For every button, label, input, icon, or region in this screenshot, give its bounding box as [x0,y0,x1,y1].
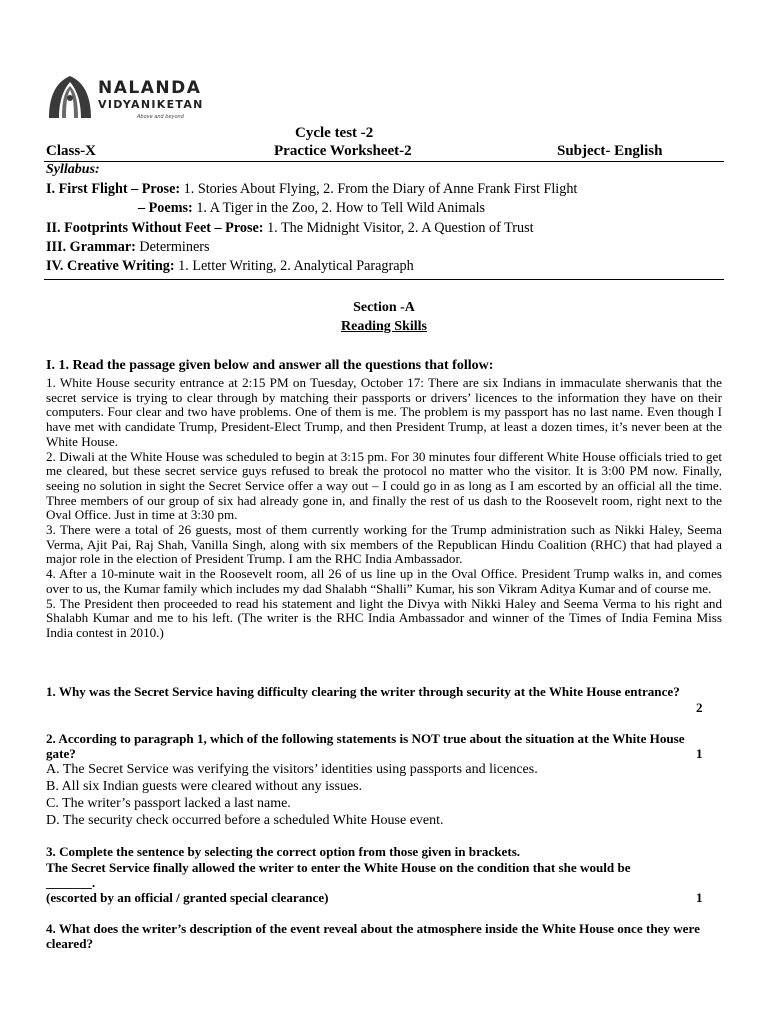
passage-paragraph: 2. Diwali at the White House was scheduled to begin at 3:15 pm. For 30 minutes four different White House officials tried to get me cleared, but these secret service guys refused to break the protocol no matter who the visitor. It is 3:00 PM now. Finally, seeing no solution in sight the Secret Service offer a way out – I could go in as long as I am escorted by an official all the time. Three members of our group of six had already gone in, and finally the rest of us dash to the Roosevelt room, right next to the Oval Office. Just in time at 3:30 pm. [46,448,722,523]
syllabus-line-2-text: 1. A Tiger in the Zoo, 2. How to Tell Wild Animals [192,200,486,216]
question-3-choices: (escorted by an official / granted special clearance) [46,890,329,905]
syllabus-line-1-text: 1. Stories About Flying, 2. From the Diary of Anne Frank First Flight [180,181,578,197]
worksheet-label: Practice Worksheet-2 [274,143,412,159]
syllabus-line-2 [138,200,485,217]
subject-label: Subject- English [557,143,663,159]
question-2-option-b: B. All six Indian guests were cleared without any issues. [46,779,363,794]
syllabus-line-5-text: 1. Letter Writing, 2. Analytical Paragraph [174,258,414,274]
passage-paragraph: 4. After a 10-minute wait in the Roosevelt room, all 26 of us line up in the Oval Office. President Trump walks in, and comes over to us, the Kumar family which includes my dad Shalabh “Shalli” Kumar, his son Vikram Aditya Kumar and of course me. [46,566,722,596]
syllabus-line-3 [46,220,534,237]
logo-subname: VIDYANIKETAN [98,98,204,111]
school-logo [46,74,236,124]
passage-paragraph: 1. White House security entrance at 2:15 PM on Tuesday, October 17: There are six Indians in immaculate sherwanis that the secret service is trying to clear through by matching their passports or drivers’ licences to the information they have on their computers. Four clear and two have problems. One of them is me. The problem is my passport has no last name. Even though I have met with candidate Trump, President-Elect Trump, and then President Trump, at least a dozen times, it’s never been at the White House. [46,375,722,449]
question-2-option-c: C. The writer’s passport lacked a last name. [46,796,291,811]
question-1-marks: 2 [696,700,703,715]
logo-tagline: Above and beyond [137,114,184,120]
syllabus-line-1-label: I. First Flight – Prose: [46,181,181,197]
syllabus-heading: Syllabus: [46,162,100,177]
passage-paragraph: 5. The President then proceeded to read his statement and light the Divya with Nikki Haley and Seema Verma to his right and Shalabh Kumar and me to his left. (The writer is the RHC India Ambassador and winner of the Times of India Femina Miss India contest in 2010.) [46,595,722,640]
class-label: Class-X [46,143,97,159]
question-2-option-d: D. The security check occurred before a scheduled White House event. [46,813,444,828]
question-3-blank: _______. [46,875,96,890]
reading-passage [46,376,722,641]
nalanda-emblem-icon [46,74,94,122]
question-4: 4. What does the writer’s description of the event reveal about the atmosphere inside the White House once they were cleared? [46,921,700,951]
section-subtitle: Reading Skills [341,319,427,334]
question-3-marks: 1 [696,890,703,905]
syllabus-line-4-text: Determiners [135,239,210,255]
question-2: 2. According to paragraph 1, which of the following statements is NOT true about the situation at the White House gate? [46,731,685,761]
question-2-marks: 1 [696,746,703,761]
question-3-sentence: The Secret Service finally allowed the writer to enter the White House on the condition that she would be [46,860,631,875]
question-1: 1. Why was the Secret Service having difficulty clearing the writer through security at the White House entrance? [46,684,680,699]
test-title: Cycle test -2 [295,125,374,141]
syllabus-line-4 [46,239,210,256]
syllabus-line-5 [46,258,414,275]
question-2-option-a: A. The Secret Service was verifying the visitors’ identities using passports and licences. [46,762,538,777]
logo-name: NALANDA [98,78,202,98]
section-title: Section -A [353,300,415,315]
syllabus-line-5-label: IV. Creative Writing: [46,258,175,274]
question-3-instruction: 3. Complete the sentence by selecting the correct option from those given in brackets. [46,844,521,859]
syllabus-line-1 [46,181,577,198]
question-heading: I. 1. Read the passage given below and answer all the questions that follow: [46,358,494,373]
syllabus-line-2-label: – Poems: [138,200,193,216]
passage-paragraph: 3. There were a total of 26 guests, most of them currently working for the Trump administration such as Nikki Haley, Seema Verma, Ajit Pai, Raj Shah, Vanilla Singh, along with six members of the Republican Hindu Coalition (RHC) that had played a major role in the election of President Trump. I am the RHC India Ambassador. [46,522,722,567]
syllabus-line-3-text: 1. The Midnight Visitor, 2. A Question of Trust [263,220,534,236]
syllabus-line-4-label: III. Grammar: [46,239,136,255]
syllabus-divider [44,279,724,280]
syllabus-line-3-label: II. Footprints Without Feet – Prose: [46,220,264,236]
header-divider [44,161,724,162]
